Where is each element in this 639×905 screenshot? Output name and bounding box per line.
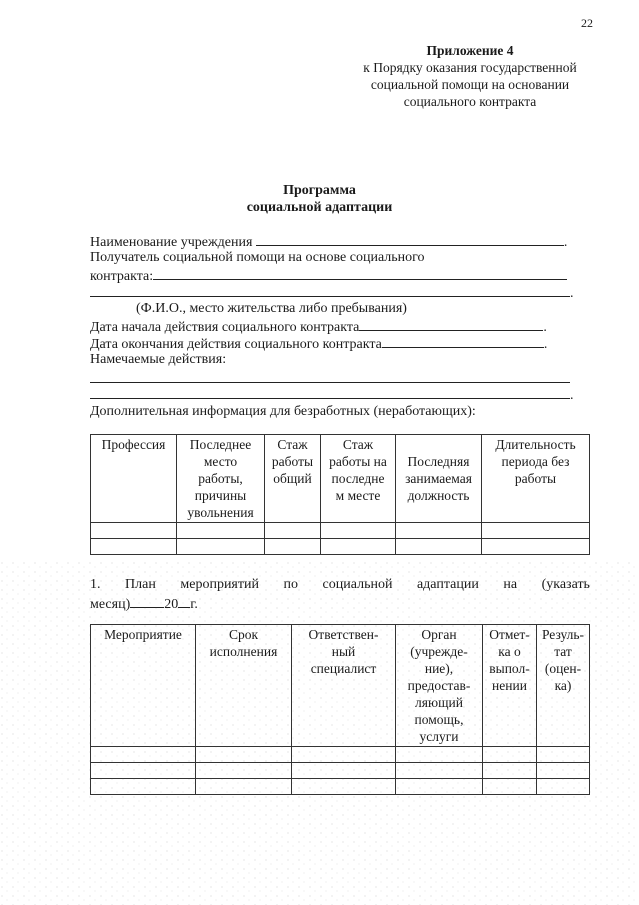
table2-empty-row xyxy=(91,747,590,763)
table1-empty-row xyxy=(91,523,590,539)
period: . xyxy=(570,286,574,301)
end-date-blank xyxy=(382,334,544,348)
appendix-header xyxy=(340,42,600,110)
title-line-2: социальной адаптации xyxy=(246,200,393,215)
table1-header-cell: Последняя занимаемая должность xyxy=(396,435,482,523)
recipient-label-1: Получатель социальной помощи на основе социального xyxy=(90,250,425,265)
period: . xyxy=(543,337,548,352)
plan-title-row-1: 1. План мероприятий по социальной адаптации на (указать xyxy=(90,577,590,592)
table1-empty-row xyxy=(91,539,590,555)
table1-header-cell: Стаж работы общий xyxy=(265,435,321,523)
appendix-line-2: социальной помощи на основании xyxy=(370,77,570,92)
table2-empty-row xyxy=(91,763,590,779)
start-date-label: Дата начала действия социального контракта xyxy=(90,320,360,335)
plan-title-row-2: месяц) 20 г. xyxy=(90,594,590,614)
title-line-1: Программа xyxy=(283,183,356,198)
recipient-label-2: контракта: xyxy=(90,269,154,284)
table2-header-cell: Мероприятие xyxy=(91,625,196,747)
table1-header-cell: Длительность периода без работы xyxy=(482,435,590,523)
year-blank xyxy=(178,594,190,608)
period: . xyxy=(563,235,568,250)
planned-actions-line-1 xyxy=(90,382,570,383)
page-number: 22 xyxy=(581,16,593,30)
adaptation-plan-table xyxy=(90,624,590,795)
planned-actions-label: Намечаемые действия: xyxy=(90,352,227,367)
table1-header-row xyxy=(91,435,590,523)
table2-empty-row xyxy=(91,779,590,795)
planned-actions-line-2 xyxy=(90,385,574,404)
unemployed-info-label: Дополнительная информация для безработных (неработающих): xyxy=(90,404,476,419)
table2-header-cell: Ответствен- ный специалист xyxy=(292,625,396,747)
month-blank xyxy=(130,594,164,608)
fio-hint: (Ф.И.О., место жительства либо пребывания) xyxy=(136,301,407,316)
table1-header-cell: Профессия xyxy=(91,435,177,523)
appendix-line-1: к Порядку оказания государственной xyxy=(363,60,577,75)
recipient-blank xyxy=(153,266,567,280)
planned-actions-blank xyxy=(90,385,570,399)
appendix-heading: Приложение 4 xyxy=(426,43,514,58)
recipient-blank-2 xyxy=(90,283,570,297)
appendix-line-3: социального контракта xyxy=(403,94,537,109)
start-date-blank xyxy=(359,317,543,331)
table2-header-row xyxy=(91,625,590,747)
institution-blank xyxy=(256,232,564,246)
table2-header-cell: Резуль- тат (оцен- ка) xyxy=(537,625,590,747)
table1-header-cell: Последнее место работы, причины увольнения xyxy=(177,435,265,523)
period: . xyxy=(543,320,547,335)
table1-header-cell: Стаж работы на последне м месте xyxy=(321,435,396,523)
end-date-label: Дата окончания действия социального контракта xyxy=(90,337,382,352)
period: . xyxy=(570,388,574,403)
unemployed-info-table xyxy=(90,434,590,555)
institution-label: Наименование учреждения xyxy=(90,235,253,250)
plan-title xyxy=(90,576,590,614)
table2-header-cell: Срок исполнения xyxy=(196,625,292,747)
table2-header-cell: Отмет- ка о выпол- нении xyxy=(483,625,537,747)
table2-header-cell: Орган (учрежде- ние), предостав- ляющий помощь, услуги xyxy=(396,625,483,747)
document-title xyxy=(0,182,639,216)
